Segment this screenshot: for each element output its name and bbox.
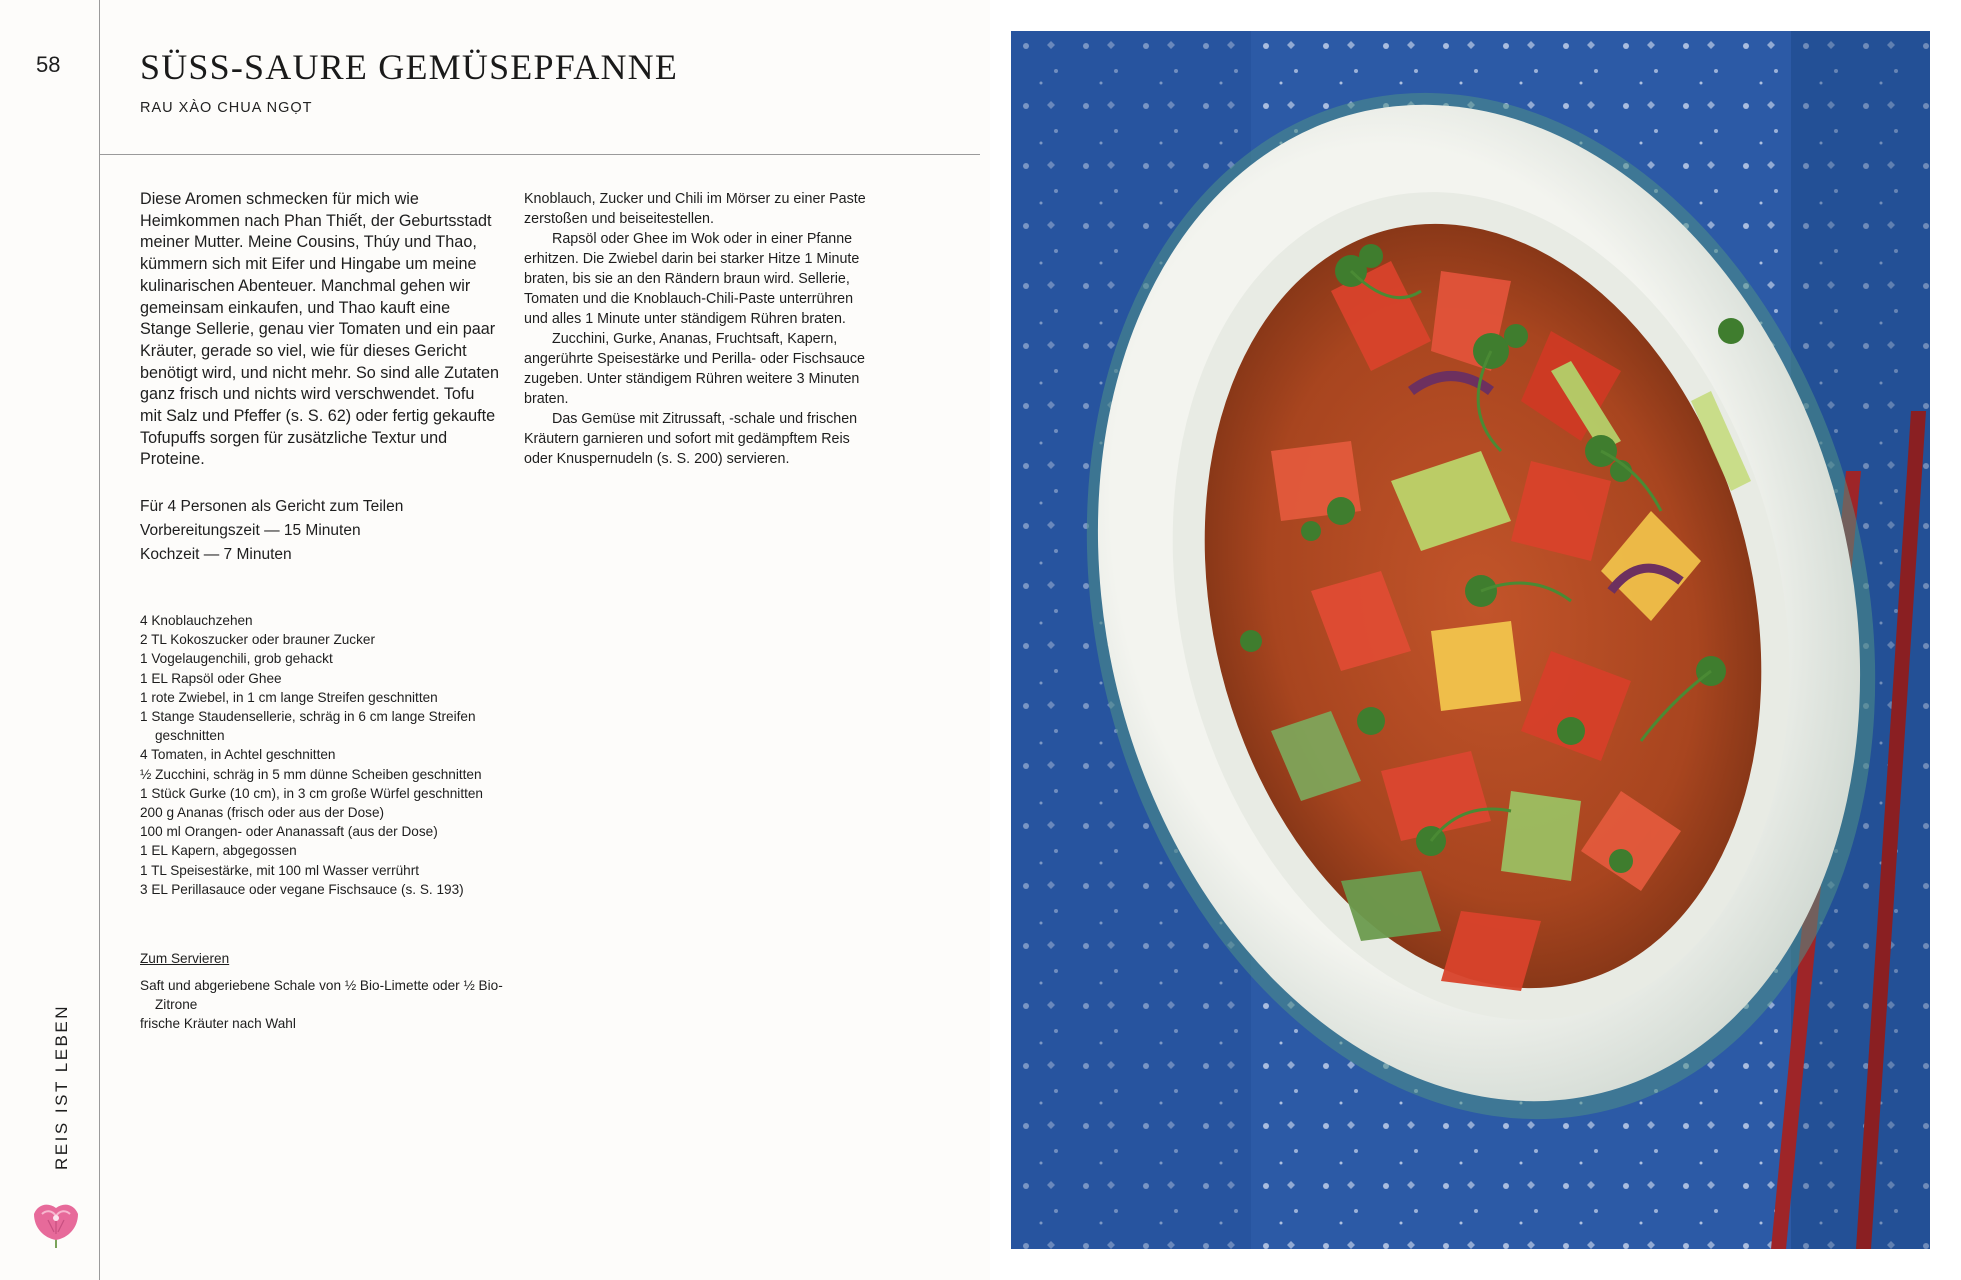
ingredient-list <box>140 611 510 899</box>
serving-list <box>140 976 510 1034</box>
chapter-label: REIS IST LEBEN <box>52 1003 71 1170</box>
ingredient-item: 4 Knoblauchzehen <box>140 613 253 628</box>
ingredient-item: 1 TL Speisestärke, mit 100 ml Wasser verrührt <box>140 862 420 878</box>
method-step: Das Gemüse mit Zitrussaft, -schale und frischen Kräutern garnieren und sofort mit gedämpftem Reis oder Knuspernudeln (s. S. 200) servieren. <box>524 411 858 467</box>
serving-item: Saft und abgeriebene Schale von ½ Bio-Limette oder ½ Bio-Zitrone <box>140 978 503 1013</box>
ingredient-item: 200 g Ananas (frisch oder aus der Dose) <box>140 805 385 821</box>
method-step: Rapsöl oder Ghee im Wok oder in einer Pfanne erhitzen. Die Zwiebel darin bei starker Hitze 1 Minute braten, bis sie an den Rändern braun wird. Sellerie, Tomaten und die Knoblauch-Chili-Paste unterrühren und alles 1 Minute unter ständigem Rühren braten. <box>524 231 860 327</box>
header-rule <box>99 154 980 155</box>
ingredient-item: 1 Stück Gurke (10 cm), in 3 cm große Würfel geschnitten <box>140 785 483 801</box>
prep-time: Vorbereitungszeit — 15 Minuten <box>140 522 361 539</box>
margin-rule-vertical <box>99 0 100 1280</box>
ingredient-item: ½ Zucchini, schräg in 5 mm dünne Scheiben geschnitten <box>140 766 482 782</box>
dish-photo <box>1011 31 1930 1249</box>
servings: Für 4 Personen als Gericht zum Teilen <box>140 498 404 515</box>
recipe-meta <box>140 495 500 567</box>
ingredient-item: 1 EL Kapern, abgegossen <box>140 843 297 859</box>
method-text <box>524 189 879 469</box>
ingredient-item: 3 EL Perillasauce oder vegane Fischsauce (s. S. 193) <box>140 881 464 897</box>
recipe-intro: Diese Aromen schmecken für mich wie Heimkommen nach Phan Thiết, der Geburtsstadt meiner Mutter. Meine Cousins, Thúy und Thao, kümmern sich mit Eifer und Hingabe um meine kulinarischen Abenteuer. Manchmal gehen wir gemeinsam einkaufen, und Thao kauft eine Stange Sellerie, genau vier Tomaten und ein paar Kräuter, gerade so viel, wie für dieses Gericht benötigt wird, und nicht mehr. So sind alle Zutaten ganz frisch und nichts wird verschwendet. Tofu mit Salz und Pfeffer (s. S. 62) oder fertig gekaufte Tofupuffs sorgen für zusätzliche Textur und Proteine. <box>140 190 500 469</box>
page-number: 58 <box>36 52 61 77</box>
ingredient-item: 4 Tomaten, in Achtel geschnitten <box>140 747 336 763</box>
ingredient-item: 1 rote Zwiebel, in 1 cm lange Streifen geschnitten <box>140 689 438 705</box>
recipe-subtitle: RAU XÀO CHUA NGỌT <box>140 100 313 116</box>
ingredient-item: 1 Vogelaugenchili, grob gehackt <box>140 651 333 667</box>
ingredient-item: 1 EL Rapsöl oder Ghee <box>140 670 282 686</box>
serving-item: frische Kräuter nach Wahl <box>140 1016 296 1032</box>
flower-icon <box>28 1198 84 1254</box>
recipe-title: SÜSS-SAURE GEMÜSEPFANNE <box>140 47 679 87</box>
serving-heading: Zum Servieren <box>140 951 230 966</box>
cook-time: Kochzeit — 7 Minuten <box>140 546 292 563</box>
ingredient-item: 100 ml Orangen- oder Ananassaft (aus der Dose) <box>140 824 438 840</box>
method-step: Zucchini, Gurke, Ananas, Fruchtsaft, Kapern, angerührte Speisestärke und Perilla- oder Fischsauce zugeben. Unter ständigem Rühren weitere 3 Minuten braten. <box>524 331 865 407</box>
ingredient-item: 2 TL Kokoszucker oder brauner Zucker <box>140 632 375 648</box>
method-step: Knoblauch, Zucker und Chili im Mörser zu einer Paste zerstoßen und beiseitestellen. <box>524 191 866 227</box>
ingredient-item: 1 Stange Staudensellerie, schräg in 6 cm lange Streifen geschnitten <box>140 709 476 744</box>
